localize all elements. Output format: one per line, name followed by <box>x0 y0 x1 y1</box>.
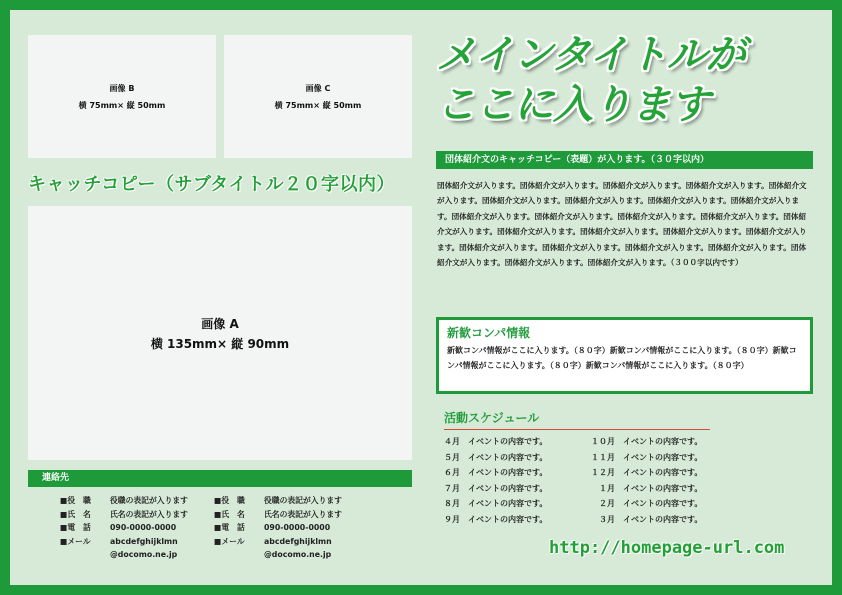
contact-row <box>214 521 410 535</box>
party-info-box <box>436 317 813 394</box>
schedule-item: ２月 イベントの内容です。 <box>591 499 703 508</box>
schedule-item: ８月 イベントの内容です。 <box>444 499 548 508</box>
contact-label <box>214 548 264 562</box>
schedule-row <box>444 481 744 497</box>
schedule-item: ３月 イベントの内容です。 <box>591 514 703 524</box>
image-c-label: 画像 C <box>305 83 331 93</box>
schedule-item: ６月 イベントの内容です。 <box>444 468 548 477</box>
schedule-row <box>444 434 744 450</box>
contact-row <box>214 508 410 522</box>
contact-row <box>60 508 216 522</box>
contact-heading: 連絡先 <box>28 470 412 487</box>
main-title <box>436 30 816 130</box>
contact-value: 090-0000-0000 <box>264 523 331 532</box>
contact-label: ■電 話 <box>214 523 245 532</box>
party-title: 新歓コンパ情報 <box>447 326 531 340</box>
contact-value: 氏名の表記が入ります <box>110 509 188 519</box>
contact-row <box>214 494 410 508</box>
contact-label: ■電 話 <box>60 523 91 532</box>
schedule-row <box>444 512 744 528</box>
contact-column-right <box>214 494 410 562</box>
schedule-list <box>444 434 744 527</box>
image-b-label: 画像 B <box>109 83 135 93</box>
intro-body: 団体紹介文が入ります。団体紹介文が入ります。団体紹介文が入ります。団体紹介文が入ります。団体紹介文が入ります。団体紹介文が入ります。団体紹介文が入ります。団体紹介文が入ります。団体紹介文が入ります。団体紹介文が入ります。団体紹介文が入ります。団体紹介文が入ります。団体紹介文が入ります。団体紹介文が入ります。団体紹介文が入ります。団体紹介文が入ります。団体紹介文が入ります。団体紹介文が入ります。団体紹介文が入ります。団体紹介文が入ります。団体紹介文が入ります。団体紹介文が入ります。団体紹介文が入ります。団体紹介文が入ります。団体紹介文が入ります。（３００字以内です） <box>437 181 807 268</box>
contact-row <box>60 521 216 535</box>
contact-row <box>214 535 410 549</box>
contact-row <box>214 548 410 562</box>
image-b-size: 横 75mm× 縦 50mm <box>78 100 166 110</box>
contact-label: ■氏 名 <box>60 509 91 519</box>
contact-value: 役職の表記が入ります <box>264 496 342 505</box>
schedule-item: ９月 イベントの内容です。 <box>444 514 548 524</box>
main-title-line-2: ここに入ります <box>436 82 709 128</box>
schedule-row <box>444 465 744 481</box>
contact-row <box>60 535 216 549</box>
contact-value: @docomo.ne.jp <box>264 550 332 559</box>
schedule-row <box>444 496 744 512</box>
contact-label: ■役 職 <box>214 496 245 505</box>
image-placeholder-c <box>224 35 412 158</box>
image-a-size: 横 135mm× 縦 90mm <box>150 336 290 351</box>
contact-label <box>60 548 110 562</box>
homepage-url[interactable]: http://homepage-url.com <box>549 538 785 558</box>
contact-label: ■メール <box>214 536 245 546</box>
contact-column-left <box>60 494 216 562</box>
main-title-line-1: メインタイトルが <box>436 32 745 78</box>
image-a-label: 画像 A <box>201 316 239 331</box>
schedule-item: １月 イベントの内容です。 <box>591 483 703 493</box>
schedule-item: ４月 イベントの内容です。 <box>444 437 548 446</box>
contact-value: 氏名の表記が入ります <box>264 509 342 519</box>
schedule-item: １２月 イベントの内容です。 <box>591 468 703 477</box>
schedule-item: １０月 イベントの内容です。 <box>591 437 703 446</box>
schedule-item: ５月 イベントの内容です。 <box>444 452 548 462</box>
schedule-item: ７月 イベントの内容です。 <box>444 483 548 493</box>
contact-value: 090-0000-0000 <box>110 523 177 532</box>
contact-value: abcdefghijklmn <box>110 536 178 546</box>
image-c-size: 横 75mm× 縦 50mm <box>274 100 362 110</box>
schedule-item: １１月 イベントの内容です。 <box>591 452 703 462</box>
party-body: 新歓コンパ情報がここに入ります。（８０字）新歓コンパ情報がここに入ります。（８０字）新歓コンパ情報がここに入ります。（８０字）新歓コンパ情報がここに入ります。（８０字） <box>447 346 797 370</box>
image-placeholder-a <box>28 206 412 460</box>
image-placeholder-b <box>28 35 216 158</box>
intro-heading: 団体紹介文のキャッチコピー（表題）が入ります。（３０字以内） <box>436 151 813 169</box>
contact-label: ■氏 名 <box>214 509 245 519</box>
schedule-row <box>444 450 744 466</box>
contact-label: ■役 職 <box>60 496 91 505</box>
schedule-title: 活動スケジュール <box>444 410 710 430</box>
catch-copy: キャッチコピー（サブタイトル２０字以内） <box>28 174 395 195</box>
contact-row <box>60 548 216 562</box>
contact-value: 役職の表記が入ります <box>110 496 188 505</box>
contact-label: ■メール <box>60 536 91 546</box>
contact-value: @docomo.ne.jp <box>110 550 178 559</box>
contact-row <box>60 494 216 508</box>
contact-value: abcdefghijklmn <box>264 536 332 546</box>
